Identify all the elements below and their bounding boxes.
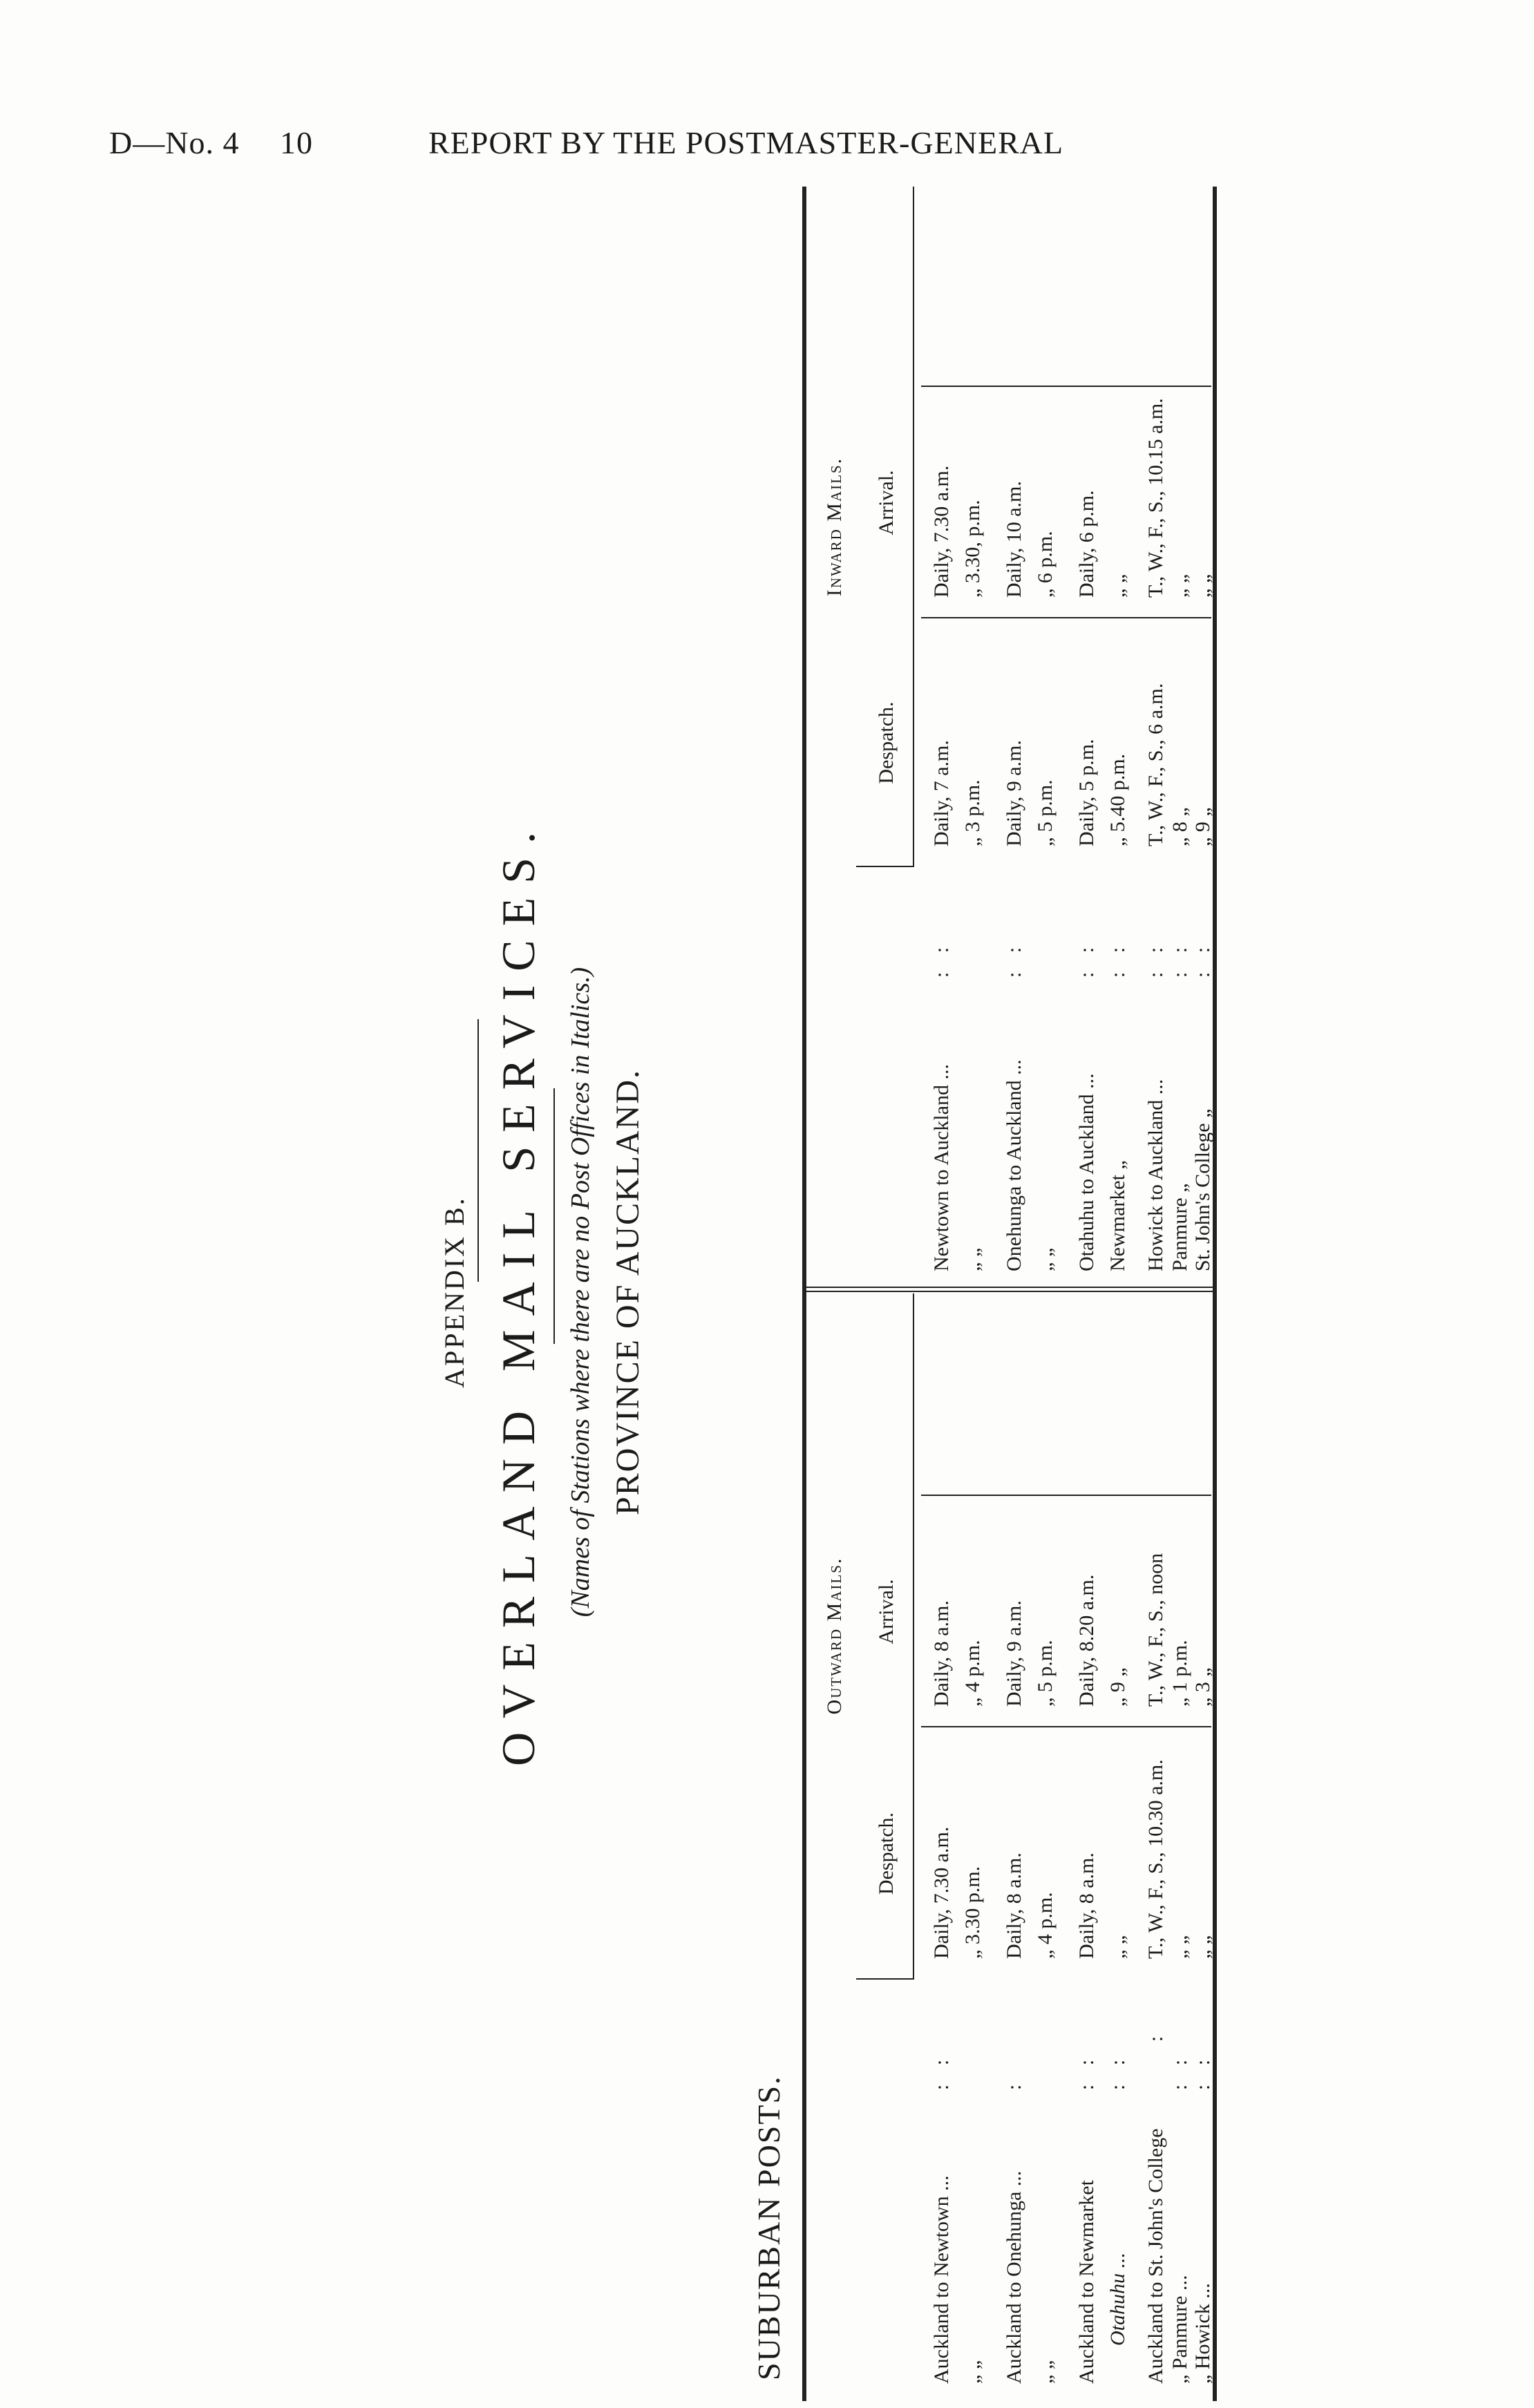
out-arrival: Daily, 9 a.m. [1003,1600,1025,1707]
in-despatch: „ 5 p.m. [1034,779,1057,846]
outward-despatch-header: Despatch. [875,1812,898,1895]
running-title: REPORT BY THE POSTMASTER-GENERAL [428,125,1064,160]
leader-dots: : : [1075,940,1098,978]
out-route: Otahuhu ... [1106,2253,1129,2346]
header-rule [921,1495,1211,1496]
out-arrival: „ 5 p.m. [1034,1640,1057,1707]
in-arrival: „ „ [1168,573,1191,598]
italic-note: (Names of Stations where there are no Post Offices in Italics.) [566,967,595,1618]
in-arrival: „ „ [1191,573,1214,598]
mail-services-table [802,187,1217,2401]
out-route: „ Panmure ... [1168,2275,1191,2384]
in-despatch: Daily, 5 p.m. [1075,739,1098,846]
out-route: „ „ [1034,2360,1057,2384]
out-route: Auckland to Newtown ... [930,2175,953,2384]
rotated-page-content [412,176,1213,2408]
separator-line [553,1088,555,1344]
leader-dots: : : [1191,940,1214,978]
leader-dots: : : [1168,940,1191,978]
header-rule [913,187,914,867]
in-route: Howick to Auckland ... [1144,1079,1167,1271]
out-despatch: „ „ [1106,1935,1129,1959]
out-route: Auckland to Onehunga ... [1003,2170,1025,2384]
header-rule [921,386,1211,387]
out-route: „ Howick ... [1191,2283,1214,2384]
header-rule [913,1293,914,1980]
table-top-border [802,187,806,2401]
province-heading: PROVINCE OF AUCKLAND. [609,1068,646,1516]
inward-mails-heading: Inward Mails. [823,457,846,597]
outward-mails-heading: Outward Mails. [823,1557,846,1715]
inward-despatch-header: Despatch. [875,701,898,784]
in-arrival: T., W., F., S., 10.15 a.m. [1144,398,1167,598]
out-despatch: T., W., F., S., 10.30 a.m. [1144,1759,1167,1959]
header-rule [921,617,1211,618]
in-despatch: „ 3 p.m. [961,779,984,846]
in-arrival: Daily, 6 p.m. [1075,490,1098,598]
in-despatch: „ 5.40 p.m. [1106,753,1129,846]
section-heading: SUBURBAN POSTS. [751,2075,786,2380]
out-despatch: „ „ [1191,1935,1214,1959]
header-rule [921,1726,1211,1727]
in-route: Panmure „ [1168,1183,1191,1271]
leader-dots: : : [1168,2052,1191,2090]
leader-dots: : : [1191,2052,1214,2090]
in-route: „ „ [961,1247,984,1271]
out-route: „ „ [961,2360,984,2384]
in-arrival: Daily, 10 a.m. [1003,481,1025,598]
out-arrival: T., W., F., S., noon [1144,1553,1167,1707]
out-route: Auckland to Newmarket [1075,2180,1098,2384]
in-route: „ „ [1034,1247,1057,1271]
out-arrival: „ 3 „ [1191,1667,1214,1707]
in-despatch: „ 9 „ [1191,807,1214,846]
out-arrival: „ 9 „ [1106,1667,1129,1707]
out-despatch: „ 4 p.m. [1034,1892,1057,1959]
center-double-rule [802,1291,1217,1292]
in-route: Otahuhu to Auckland ... [1075,1073,1098,1271]
in-route: St. John's College „ [1191,1108,1214,1271]
main-title: OVERLAND MAIL SERVICES. [492,818,545,1766]
out-despatch: Daily, 8 a.m. [1075,1852,1098,1959]
out-arrival: Daily, 8 a.m. [930,1600,953,1707]
in-route: Onehunga to Auckland ... [1003,1059,1025,1271]
inward-arrival-header: Arrival. [875,470,898,535]
in-despatch: „ 8 „ [1168,807,1191,846]
doc-reference: D—No. 4 [109,125,240,160]
leader-dots: : : [1144,940,1167,978]
in-arrival: „ „ [1106,573,1129,598]
in-arrival: „ 6 p.m. [1034,531,1057,598]
in-arrival: „ 3.30, p.m. [961,500,984,598]
center-double-rule [802,1287,1217,1288]
outward-arrival-header: Arrival. [875,1579,898,1644]
out-despatch: „ „ [1168,1935,1191,1959]
in-route: Newtown to Auckland ... [930,1064,953,1271]
leader-dots: : : [930,2052,953,2090]
leader-dots: : : [1003,940,1025,978]
out-despatch: Daily, 8 a.m. [1003,1852,1025,1959]
leader-dots: : : [1106,2052,1129,2090]
in-despatch: Daily, 9 a.m. [1003,740,1025,846]
leader-dots: : : [1075,2052,1098,2090]
appendix-label: APPENDIX B. [439,1196,470,1388]
out-arrival: „ 4 p.m. [961,1640,984,1707]
leader-dots: : [1003,2077,1025,2090]
in-arrival: Daily, 7.30 a.m. [930,465,953,598]
leader-dots: : [1144,2029,1167,2042]
leader-dots: : : [930,940,953,978]
out-despatch: „ 3.30 p.m. [961,1866,984,1959]
out-arrival: Daily, 8.20 a.m. [1075,1574,1098,1707]
out-arrival: „ 1 p.m. [1168,1640,1191,1707]
out-route: Auckland to St. John's College [1144,2128,1167,2384]
separator-line [477,1019,479,1282]
page-number: 10 [280,125,313,160]
out-despatch: Daily, 7.30 a.m. [930,1826,953,1959]
in-route: Newmarket „ [1106,1160,1129,1271]
in-despatch: Daily, 7 a.m. [930,740,953,846]
in-despatch: T., W., F., S., 6 a.m. [1144,683,1167,846]
leader-dots: : : [1106,940,1129,978]
